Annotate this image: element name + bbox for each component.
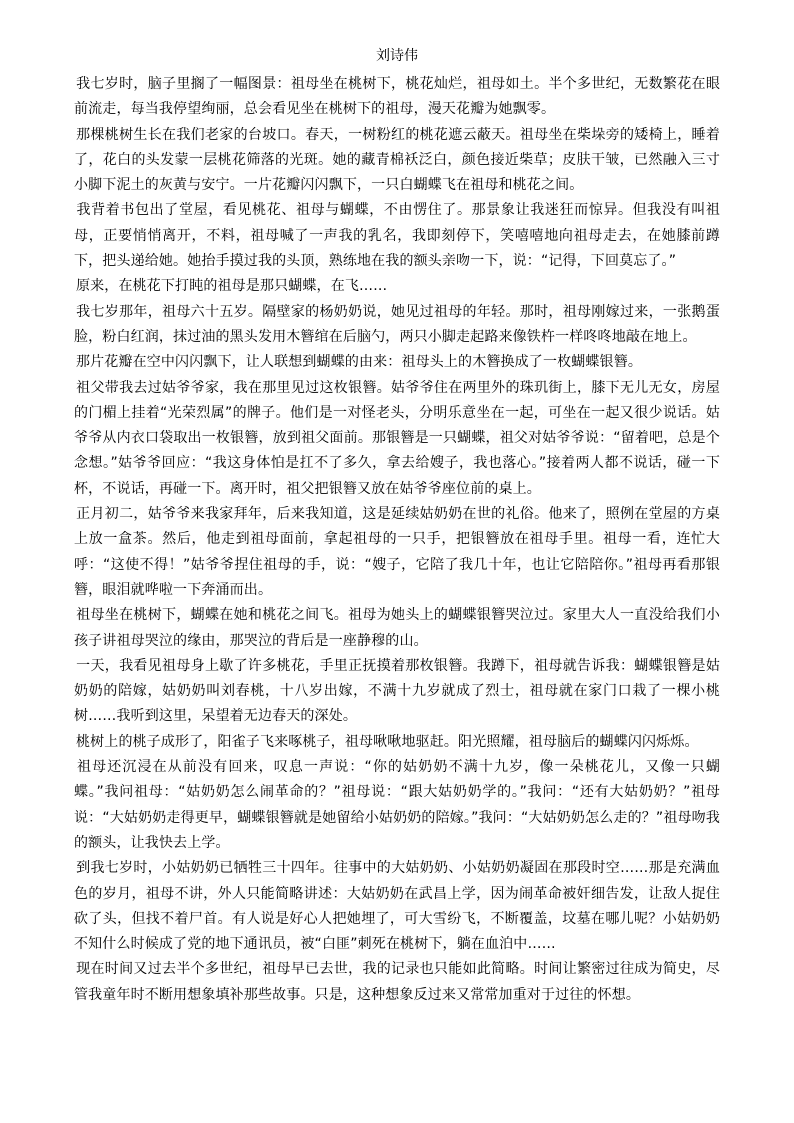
paragraph-9-text: 祖母坐在桃树下，蝴蝶在她和桃花之间飞。祖母为她头上的蝴蝶银簪哭泣过。家里大人一直没给我们小孩子讲祖母哭泣的缘由，那哭泣的背后是一座静穆的山。	[74, 607, 720, 649]
paragraph-11	[74, 730, 720, 755]
paragraph-6-text: 那片花瓣在空中闪闪飘下，让人联想到蝴蝶的由来：祖母头上的木簪换成了一枚蝴蝶银簪。	[76, 354, 642, 371]
paragraph-7	[74, 376, 720, 502]
paragraph-6	[74, 350, 720, 375]
paragraph-13	[74, 856, 720, 957]
paragraph-10-text: 一天，我看见祖母身上歇了许多桃花，手里正抚摸着那枚银簪。我蹲下，祖母就告诉我：蝴蝶银簪是姑奶奶的陪嫁，姑奶奶叫刘春桃，十八岁出嫁，不满十九岁就成了烈士，祖母就在家门口栽了一棵小桃树……我听到这里，呆望着无边春天的深处。	[74, 657, 720, 725]
paragraph-2	[74, 123, 720, 199]
author-name: 刘诗伟	[376, 48, 418, 64]
paragraph-11-text: 桃树上的桃子成形了，阳雀子飞来啄桃子，祖母啾啾地驱赶。阳光照耀，祖母脑后的蝴蝶闪闪烁烁。	[76, 733, 699, 750]
paragraph-5	[74, 300, 720, 351]
paragraph-5-text: 我七岁那年，祖母六十五岁。隔壁家的杨奶奶说，她见过祖母的年轻。那时，祖母刚嫁过来，一张鹅蛋脸，粉白红润，抹过油的黑头发用木簪绾在后脑勺，两只小脚走起路来像铁杵一样咚咚地敲在地上。	[74, 303, 720, 345]
paragraph-14-text: 现在时间又过去半个多世纪，祖母早已去世，我的记录也只能如此简略。时间让繁密过往成为简史，尽管我童年时不断用想象填补那些故事。只是，这种想象反过来又常常加重对于过往的怀想。	[74, 961, 720, 1003]
paragraph-7-text: 祖父带我去过姑爷爷家，我在那里见过这枚银簪。姑爷爷住在两里外的珠玑街上，膝下无儿无女，房屋的门楣上挂着“光荣烈属”的牌子。他们是一对怪老头，分明乐意坐在一起，可坐在一起又很少说话。姑爷爷从内衣口袋取出一枚银簪，放到祖父面前。那银簪是一只蝴蝶，祖父对姑爷爷说：“留着吧，总是个念想。”姑爷爷回应：“我这身体怕是扛不了多久，拿去给嫂子，我也落心。”接着两人都不说话，碰一下杯，不说话，再碰一下。离开时，祖父把银簪又放在姑爷爷座位前的桌上。	[74, 379, 720, 497]
paragraph-12	[74, 755, 720, 856]
paragraph-14	[74, 957, 720, 1008]
paragraph-3-text: 我背着书包出了堂屋，看见桃花、祖母与蝴蝶，不由愣住了。那景象让我迷狂而惊异。但我没有叫祖母，正要悄悄离开，不料，祖母喊了一声我的乳名，我即刻停下，笑嘻嘻地向祖母走去，在她膝前蹲下，把头递给她。她抬手摸过我的头顶，熟练地在我的额头亲吻一下，说：“记得，下回莫忘了。”	[74, 202, 720, 270]
paragraph-9	[74, 603, 720, 654]
paragraph-3	[74, 198, 720, 274]
paragraph-8	[74, 502, 720, 603]
document-page	[74, 44, 720, 1008]
paragraph-4-text: 原来，在桃花下打盹的祖母是那只蝴蝶，在飞……	[76, 278, 388, 295]
paragraph-1-text: 我七岁时，脑子里搁了一幅图景：祖母坐在桃树下，桃花灿烂，祖母如土。半个多世纪，无数繁花在眼前流走，每当我停望绚丽，总会看见坐在桃树下的祖母，漫天花瓣为她飘零。	[74, 76, 720, 118]
paragraph-1	[74, 72, 720, 123]
paragraph-4	[74, 274, 720, 299]
paragraph-13-text: 到我七岁时，小姑奶奶已牺牲三十四年。往事中的大姑奶奶、小姑奶奶凝固在那段时空……那是充满血色的岁月，祖母不讲，外人只能简略讲述：大姑奶奶在武昌上学，因为闹革命被奸细告发，让敌人捉住砍了头，但找不着尸首。有人说是好心人把她埋了，可大雪纷飞，不断覆盖，坟墓在哪儿呢？小姑奶奶不知什么时候成了党的地下通讯员，被“白匪”刺死在桃树下，躺在血泊中……	[74, 860, 720, 953]
paragraph-8-text: 正月初二，姑爷爷来我家拜年，后来我知道，这是延续姑奶奶在世的礼俗。他来了，照例在堂屋的方桌上放一盒茶。然后，他走到祖母面前，拿起祖母的一只手，把银簪放在祖母手里。祖母一看，连忙大呼：“这使不得！”姑爷爷捏住祖母的手，说：“嫂子，它陪了我几十年，也让它陪陪你。”祖母再看那银簪，眼泪就哗啦一下奔涌而出。	[74, 506, 720, 598]
paragraph-12-text: 祖母还沉浸在从前没有回来，叹息一声说：“你的姑奶奶不满十九岁，像一朵桃花儿，又像一只蝴蝶。”我问祖母：“姑奶奶怎么闹革命的？”祖母说：“跟大姑奶奶学的。”我问：“还有大姑奶奶？”祖母说：“大姑奶奶走得更早，蝴蝶银簪就是她留给小姑奶奶的陪嫁。”我问：“大姑奶奶怎么走的？”祖母吻我的额头，让我快去上学。	[74, 759, 720, 851]
paragraph-10	[74, 654, 720, 730]
paragraph-2-text: 那棵桃树生长在我们老家的台坡口。春天，一树粉红的桃花遮云蔽天。祖母坐在柴垛旁的矮椅上，睡着了，花白的头发蒙一层桃花筛落的光斑。她的藏青棉袄泛白，颜色接近柴草；皮肤干皱，已然融入三寸小脚下泥土的灰黄与安宁。一片花瓣闪闪飘下，一只白蝴蝶飞在祖母和桃花之间。	[74, 126, 720, 194]
